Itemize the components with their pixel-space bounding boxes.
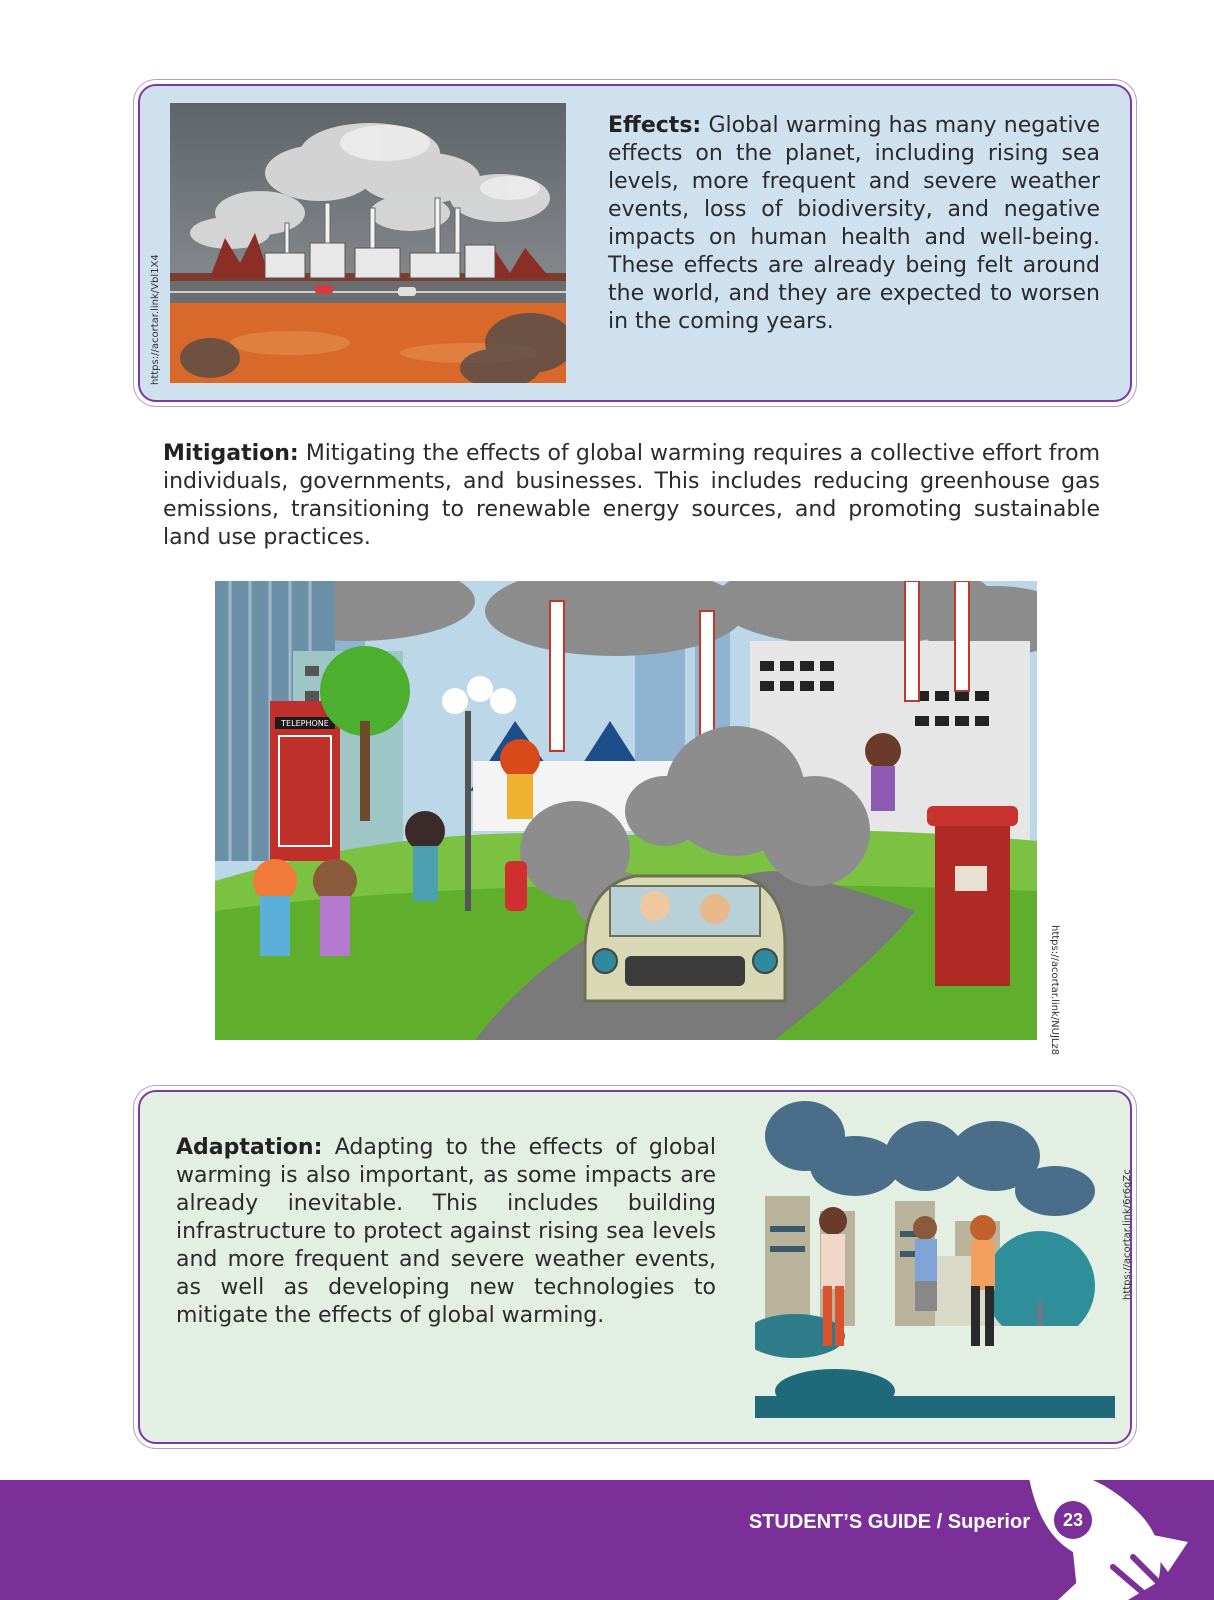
footer-guide-label (749, 1511, 1030, 1534)
guide-title: STUDENT’S GUIDE (748, 1511, 932, 1533)
page-number: 23 (1054, 1501, 1092, 1539)
telephone-sign: TELEPHONE (281, 719, 329, 728)
mitigation-heading: Mitigation: (163, 441, 299, 466)
adaptation-paragraph (176, 1134, 716, 1330)
effects-illustration (170, 103, 566, 383)
rocket-icon (1018, 1472, 1198, 1600)
adaptation-illustration (755, 1096, 1115, 1418)
guide-level: / Superior (936, 1511, 1030, 1533)
mitigation-paragraph (163, 440, 1100, 552)
effects-image-credit: https://acortar.link/Vbl1X4 (150, 254, 161, 385)
effects-paragraph (608, 112, 1100, 336)
mitigation-body: Mitigating the effects of global warming requires a collective effort from individuals, governments, and businesses. This includes reducing greenhouse gas emissions, transitioning to renewable energy sources, and promoting sustainable land use practices. (163, 441, 1101, 550)
adaptation-heading: Adaptation: (176, 1135, 323, 1160)
adaptation-image-credit: https://acortar.link/6r6qZc (1122, 1169, 1133, 1300)
adaptation-body: Adapting to the effects of global warming is also important, as some impacts are already inevitable. This includes building infrastructure to protect against rising sea levels and more frequent and severe weather events, as well as developing new technologies to mitigate the effects of global warming. (176, 1135, 717, 1328)
effects-body: Global warming has many negative effects on the planet, including rising sea levels, more frequent and severe weather events, loss of biodiversity, and negative impacts on human health and well-being. These effects are already being felt around the world, and they are expected to worsen in the coming years. (608, 113, 1100, 334)
page-footer (0, 1480, 1214, 1600)
mitigation-illustration (215, 581, 1037, 1040)
mitigation-image-credit: https://acortar.link/NUJLz8 (1049, 925, 1060, 1056)
effects-heading: Effects: (608, 113, 702, 138)
